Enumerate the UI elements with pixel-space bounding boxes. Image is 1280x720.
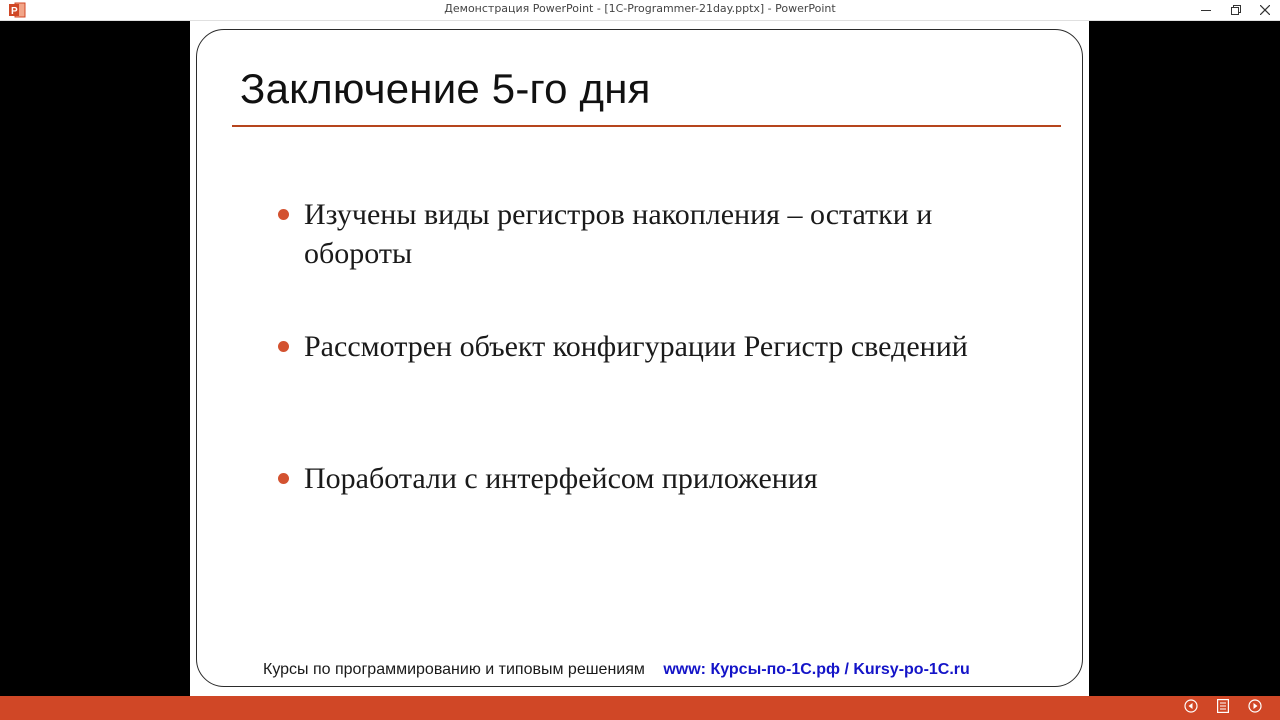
bullet-dot-icon (278, 341, 289, 352)
slideshow-stage[interactable] (0, 21, 1280, 696)
previous-slide-button[interactable] (1182, 699, 1200, 717)
window-titlebar (0, 0, 1280, 21)
slide-title: Заключение 5-го дня (240, 65, 651, 112)
slide-menu-button[interactable] (1214, 699, 1232, 717)
bullet-text: Изучены виды регистров накопления – остатки и обороты (304, 198, 933, 270)
minimize-icon (1201, 5, 1211, 15)
restore-icon (1231, 5, 1241, 15)
slideshow-navbar (0, 696, 1280, 720)
slide[interactable] (190, 21, 1089, 696)
bullet-item (276, 459, 1046, 498)
title-divider (232, 125, 1061, 127)
bullet-dot-icon (278, 209, 289, 220)
bullet-item (276, 327, 1046, 366)
bullet-item (276, 195, 1046, 273)
next-slide-button[interactable] (1246, 699, 1264, 717)
footer-links[interactable]: www: Курсы-по-1С.рф / Kursy-po-1C.ru (663, 661, 970, 678)
next-slide-icon (1248, 699, 1262, 718)
bullet-text: Поработали с интерфейсом приложения (304, 462, 818, 495)
svg-text:P: P (11, 6, 18, 17)
footer-text: Курсы по программированию и типовым решениям (263, 661, 645, 678)
bullet-dot-icon (278, 473, 289, 484)
close-icon (1260, 5, 1270, 15)
slide-footer (263, 661, 1063, 683)
previous-slide-icon (1184, 699, 1198, 718)
minimize-button[interactable] (1191, 0, 1221, 20)
restore-button[interactable] (1221, 0, 1251, 20)
slide-menu-icon (1217, 699, 1229, 718)
bullet-text: Рассмотрен объект конфигурации Регистр сведений (304, 330, 968, 363)
window-title: Демонстрация PowerPoint - [1C-Programmer-21day.pptx] - PowerPoint (444, 2, 836, 15)
close-button[interactable] (1250, 0, 1280, 20)
